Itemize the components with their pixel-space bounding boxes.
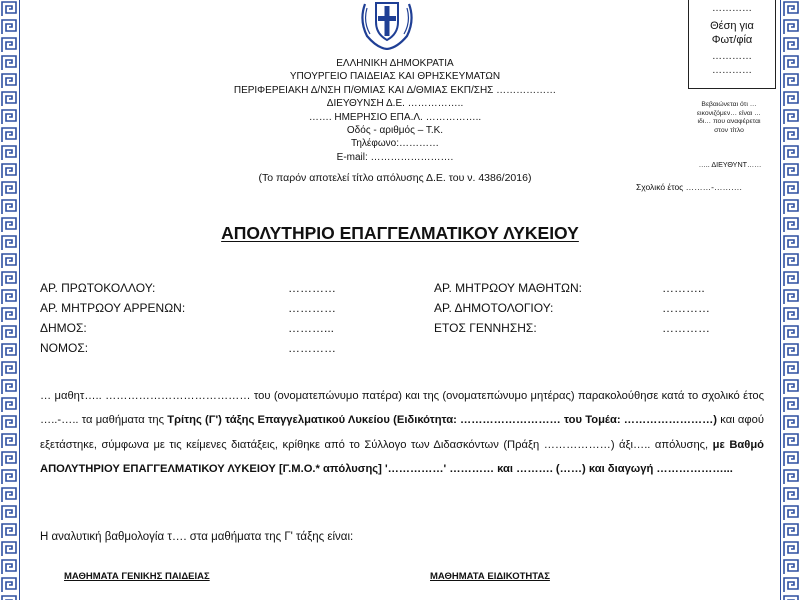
protocol-value: …………	[288, 281, 336, 295]
border-line-right	[780, 0, 781, 600]
border-line-left	[19, 0, 20, 600]
general-education-heading: ΜΑΘΗΜΑΤΑ ΓΕΝΙΚΗΣ ΠΑΙΔΕΙΑΣ	[64, 571, 210, 582]
greek-key-border-right-icon	[782, 0, 800, 600]
photo-label-line1: Θέση για	[710, 20, 754, 32]
municipality-label: ΔΗΜΟΣ:	[40, 321, 87, 335]
municipal-registry-label: ΑΡ. ΔΗΜΟΤΟΛΟΓΙΟΥ:	[434, 301, 554, 315]
photo-dots-a: …………	[712, 51, 752, 62]
photo-dots-b: …………	[712, 65, 752, 76]
school-year-line: Σχολικό έτος ………-……….	[636, 182, 742, 192]
certificate-body-paragraph	[40, 384, 764, 481]
legal-note: (Το παρόν αποτελεί τίτλο απόλυσης Δ.Ε. του ν. 4386/2016)	[258, 172, 532, 184]
cert-line1: Βεβαιώνεται ότι …	[701, 101, 757, 108]
cert-line3: ιδι… που αναφέρεται	[697, 118, 761, 126]
body-text-2: και αφού εξετάστηκε, σύμφωνα με τις κείμενες διατάξεις, κρίθηκε από το Σύλλογο των Διδασκόντων (Πράξη ………………) άξι….. απόλυσης,	[40, 414, 764, 451]
greek-coat-of-arms-icon	[357, 0, 417, 50]
birth-year-value: …………	[662, 321, 710, 335]
student-registry-value: ………..	[662, 281, 705, 295]
body-bold-1: Τρίτης (Γ') τάξης Επαγγελματικού Λυκείου (Ειδικότητα: ……………………… του Τομέα: ……………………)	[167, 414, 718, 427]
issuer-header	[195, 57, 595, 164]
birth-year-label: ΕΤΟΣ ΓΕΝΝΗΣΗΣ:	[434, 321, 537, 335]
document-title-text: ΑΠΟΛΥΤΗΡΙΟ ΕΠΑΓΓΕΛΜΑΤΙΚΟΥ ΛΥΚΕΙΟΥ	[221, 223, 579, 243]
protocol-label: ΑΡ. ΠΡΩΤΟΚΟΛΛΟΥ:	[40, 281, 156, 295]
document-title	[0, 223, 800, 244]
municipality-value: ………...	[288, 321, 335, 335]
cert-line2: εικονιζόμεν… είναι …	[697, 109, 761, 117]
header-line-phone: Τηλέφωνο:…………	[350, 138, 440, 150]
municipal-registry-value: …………	[662, 301, 710, 315]
photo-placeholder-box	[688, 0, 776, 89]
header-line-school: ……. ΗΜΕΡΗΣΙΟ ΕΠΑ.Λ. ……………..	[308, 111, 482, 123]
prefecture-value: …………	[288, 341, 336, 355]
photo-label-line2: Φωτ/φία	[711, 34, 753, 46]
prefecture-label: ΝΟΜΟΣ:	[40, 341, 89, 355]
student-registry-label: ΑΡ. ΜΗΤΡΩΟΥ ΜΑΘΗΤΩΝ:	[434, 281, 583, 295]
male-registry-label: ΑΡ. ΜΗΤΡΩΟΥ ΑΡΡΕΝΩΝ:	[40, 301, 186, 315]
header-line-address: Οδός - αριθμός – Τ.Κ.	[346, 125, 444, 137]
greek-key-border-left-icon	[0, 0, 18, 600]
specialty-subjects-heading: ΜΑΘΗΜΑΤΑ ΕΙΔΙΚΟΤΗΤΑΣ	[430, 571, 550, 582]
cert-line4: στον τίτλο	[714, 126, 744, 134]
photo-dots-top: …………	[712, 3, 752, 14]
male-registry-value: …………	[288, 301, 336, 315]
body-text-1: … μαθητ….. ………………………………… του (ονοματεπώνυμο πατέρα) και της (ονοματεπώνυμο μητέρας) παρακολούθησε κατά το σχολικό έτος …..-….. τα μαθήματα της	[40, 390, 764, 427]
photo-certification-note	[660, 101, 798, 135]
header-line-email: E-mail: …………………….	[336, 151, 454, 163]
body-bold-2: με Βαθμό ΑΠΟΛΥΤΗΡΙΟΥ ΕΠΑΓΓΕΛΜΑΤΙΚΟΥ ΛΥΚΕΙΟΥ [Γ.Μ.Ο.* απόλυσης] '……………' ………… και ………. (……) και διαγωγή ………………...	[40, 438, 765, 475]
grades-intro: Η αναλυτική βαθμολογία τ…. στα μαθήματα της Γ' τάξης είναι:	[40, 531, 354, 543]
header-line-ministry: ΥΠΟΥΡΓΕΙΟ ΠΑΙΔΕΙΑΣ ΚΑΙ ΘΡΗΣΚΕΥΜΑΤΩΝ	[289, 71, 501, 83]
header-line-republic: ΕΛΛΗΝΙΚΗ ΔΗΜΟΚΡΑΤΙΑ	[336, 58, 454, 69]
director-signature-line: ….. ΔΙΕΥΘΥΝΤ……	[698, 160, 762, 169]
header-line-directorate: ΔΙΕΥΘΥΝΣΗ Δ.Ε. ……………..	[326, 98, 464, 110]
header-line-regional-directorate: ΠΕΡΙΦΕΡΕΙΑΚΗ Δ/ΝΣΗ Π/ΘΜΙΑΣ ΚΑΙ Δ/ΘΜΙΑΣ ΕΚΠ/ΣΗΣ ………………	[233, 84, 557, 96]
